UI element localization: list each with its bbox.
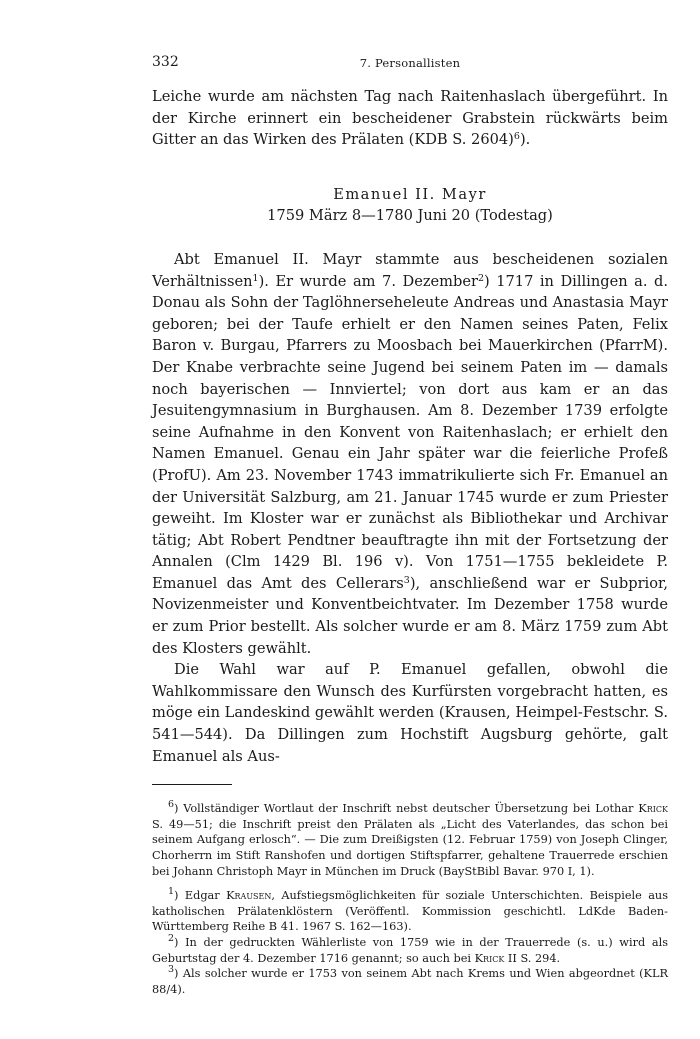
page-header	[152, 54, 668, 76]
footnote-ref-2: 2	[477, 272, 484, 284]
footnote-text: II S. 294.	[504, 951, 561, 965]
bio-text-4: ), anschließend war er Subprior, Novizenmeister und Konventbeichtvater. Im Dezember 1758 wurde er zum Prior bestellt. Als solcher wurde er am 8. März 1759 zum Abt des Klosters gewählt.	[152, 574, 669, 657]
footnote-ref-1: 1	[252, 272, 259, 284]
footnote-text: ) In der gedruckten Wählerliste von 1759 wie in der Trauerrede (s. u.) wird als Geburtstag der 4. Dezember 1716 genannt; so auch bei	[152, 935, 668, 965]
abbot-name: Emanuel II. Mayr	[333, 185, 487, 203]
intro-text: Leiche wurde am nächsten Tag nach Raitenhaslach übergeführt. In der Kirche erinnert ein bescheidener Grabstein rückwärts beim Gitter an das Wirken des Prälaten (KDB S. 2604)	[152, 88, 668, 149]
footnote-mark: 3	[168, 964, 175, 976]
footnote-text: S. 49—51; die Inschrift preist den Prälaten als „Licht des Vaterlandes, das schon bei seinem Aufgang erlosch“. — Die zum Dreißigsten (12. Februar 1759) von Joseph Clinger, Chorherrn im Stift Ranshofen und dortigen Stiftspfarrer, gehaltene Trauerrede erschien bei Johann Christoph Mayr in München im Druck (BayStBibl Bavar. 970 I, 1).	[152, 817, 668, 878]
author-name: Krausen	[226, 889, 272, 903]
footnote-2	[152, 932, 668, 966]
bio-text-1: Abt Emanuel II. Mayr stammte aus bescheidenen sozialen Verhältnissen	[152, 250, 668, 290]
footnote-mark: 6	[168, 799, 175, 811]
abbot-tenure-dates: 1759 März 8—1780 Juni 20 (Todestag)	[267, 207, 553, 225]
bio-text-2: ). Er wurde am 7. Dezember	[258, 272, 478, 290]
author-name: Krick	[638, 802, 668, 816]
footnote-ref-6: 6	[513, 131, 520, 143]
footnote-text: , Aufstiegsmöglichkeiten für soziale Unterschichten. Beispiele aus katholischen Prälatenklöstern (Veröffentl. Kommission geschichtl. LdKde Baden-Württemberg Reihe B 41. 1967 S. 162—163).	[152, 889, 669, 934]
footnote-text: ) Als solcher wurde er 1753 von seinem Abt nach Krems und Wien abgeordnet (KLR 88/4).	[152, 967, 668, 996]
footnote-1	[152, 888, 668, 935]
book-page	[152, 54, 668, 997]
author-name: Krick	[474, 951, 505, 965]
biography-paragraph	[152, 249, 668, 659]
footnote-text: ) Vollständiger Wortlaut der Inschrift nebst deutscher Übersetzung bei Lothar	[174, 802, 639, 816]
running-title: 7. Personallisten	[359, 56, 461, 70]
bio-text-3: ) 1717 in Dillingen a. d. Donau als Sohn der Taglöhnerseheleute Andreas und Anastasia Mayr geboren; bei der Taufe erhielt er den Namen seines Paten, Felix Baron v. Burgau, Pfarrers zu Moosbach bei Mauerkirchen (PfarrM). Der Knabe verbrachte seine Jugend bei seinem Paten im — damals noch bayerischen — Innviertel; von dort aus kam er an das Jesuitengymnasium in Burghausen. Am 8. Dezember 1739 erfolgte seine Aufnahme in den Konvent von Raitenhaslach; er erhielt den Namen Emanuel. Genau ein Jahr später war die feierliche Profeß (ProfU). Am 23. November 1743 immatrikulierte sich Fr. Emanuel an der Universität Salzburg, am 21. Januar 1745 wurde er zum Priester geweiht. Im Kloster war er zunächst als Bibliothekar und Archivar tätig; Abt Robert Pendtner beauftragte ihn mit der Fortsetzung der Annalen (Clm 1429 Bl. 196 v). Von 1751—1755 bekleidete P. Emanuel das Amt des Cellerars	[152, 272, 669, 592]
footnote-mark: 1	[168, 886, 175, 898]
footnote-mark: 2	[168, 932, 175, 944]
footnote-ref-3: 3	[403, 574, 410, 586]
footnote-6	[152, 801, 668, 879]
election-paragraph: Die Wahl war auf P. Emanuel gefallen, obwohl die Wahlkommissare den Wunsch des Kurfürsten vorgebracht hatten, es möge ein Landeskind gewählt werden (Krausen, Heimpel-Festschr. S. 541—544). Da Dillingen zum Hochstift Augsburg gehörte, galt Emanuel als Aus-	[152, 661, 668, 765]
footnote-text: ) Edgar	[174, 889, 227, 903]
footnote-divider	[152, 784, 232, 785]
footnote-3	[152, 966, 668, 997]
section-heading	[152, 184, 668, 227]
page-number: 332	[152, 54, 179, 70]
intro-paragraph	[152, 86, 668, 151]
intro-text-end: ).	[519, 131, 531, 149]
